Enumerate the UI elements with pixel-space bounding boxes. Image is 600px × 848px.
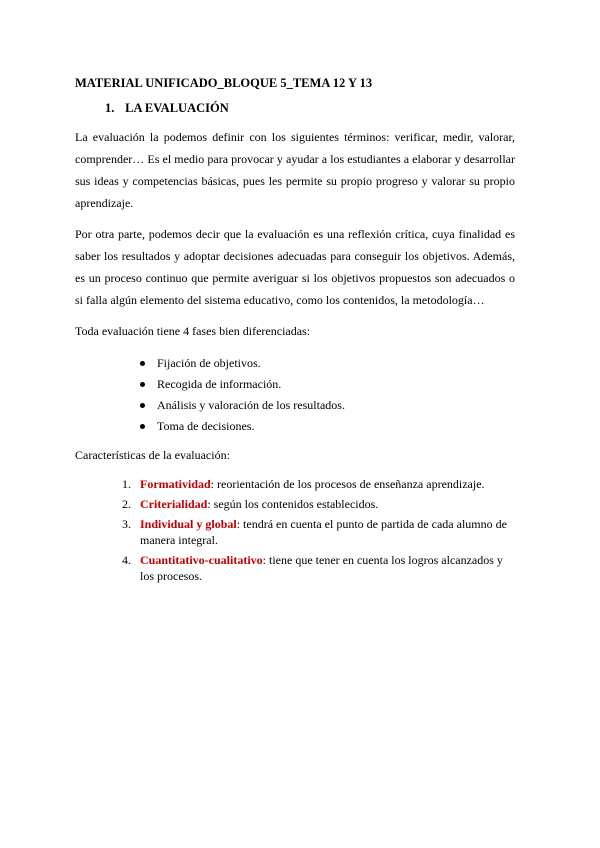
list-item-text: Recogida de información.: [157, 377, 282, 391]
bullet-icon: [140, 424, 145, 429]
characteristic-term: Individual y global: [140, 517, 237, 531]
list-item-number: 1.: [122, 477, 131, 491]
bullet-icon: [140, 382, 145, 387]
list-item-text: Toma de decisiones.: [157, 419, 255, 433]
characteristic-term: Cuantitativo-cualitativo: [140, 553, 263, 567]
document-title: MATERIAL UNIFICADO_BLOQUE 5_TEMA 12 Y 13: [75, 76, 373, 90]
list-item: [122, 516, 517, 548]
list-item: [140, 416, 345, 437]
phases-list: [140, 353, 345, 437]
list-item-text: Fijación de objetivos.: [157, 356, 261, 370]
intro-paragraph: La evaluación la podemos definir con los siguientes términos: verificar, medir, valorar, comprender… Es el medio para provocar y ayudar a los estudiantes a elaborar y desarrollar sus ideas y competencias básicas, pues les permite su propio progreso y valorar su propio aprendizaje.: [75, 130, 515, 210]
list-item: [140, 395, 345, 416]
characteristic-description: : reorientación de los procesos de enseñanza aprendizaje.: [210, 477, 485, 491]
bullet-icon: [140, 403, 145, 408]
list-item: [122, 476, 517, 492]
characteristic-term: Formatividad: [140, 477, 211, 491]
list-item: [140, 353, 345, 374]
list-item: [122, 496, 517, 512]
list-item: [140, 374, 345, 395]
phases-intro-paragraph: Toda evaluación tiene 4 fases bien diferenciadas:: [75, 324, 311, 338]
list-item-number: 4.: [122, 553, 131, 567]
reflection-paragraph: Por otra parte, podemos decir que la evaluación es una reflexión crítica, cuya finalidad es saber los resultados y adoptar decisiones adecuadas para conseguir los objetivos. Además, es un proceso continuo que permite averiguar si los objetivos propuestos son adecuados o si falla algún elemento del sistema educativo, como los contenidos, la metodología…: [75, 227, 515, 307]
characteristics-list: [122, 476, 517, 588]
list-item-number: 3.: [122, 517, 131, 531]
list-item-number: 2.: [122, 497, 131, 511]
list-item: [122, 552, 517, 584]
characteristic-description: : tiene que tener en cuenta los logros alcanzados y los procesos.: [140, 553, 503, 583]
characteristic-term: Criterialidad: [140, 497, 208, 511]
section-heading: [105, 101, 229, 116]
section-heading-text: LA EVALUACIÓN: [125, 101, 229, 115]
list-item-text: Análisis y valoración de los resultados.: [157, 398, 345, 412]
bullet-icon: [140, 361, 145, 366]
characteristics-intro-paragraph: Características de la evaluación:: [75, 448, 230, 462]
characteristic-description: : tendrá en cuenta el punto de partida de cada alumno de manera integral.: [140, 517, 507, 547]
characteristic-description: : según los contenidos establecidos.: [207, 497, 379, 511]
section-number: 1.: [105, 101, 115, 115]
